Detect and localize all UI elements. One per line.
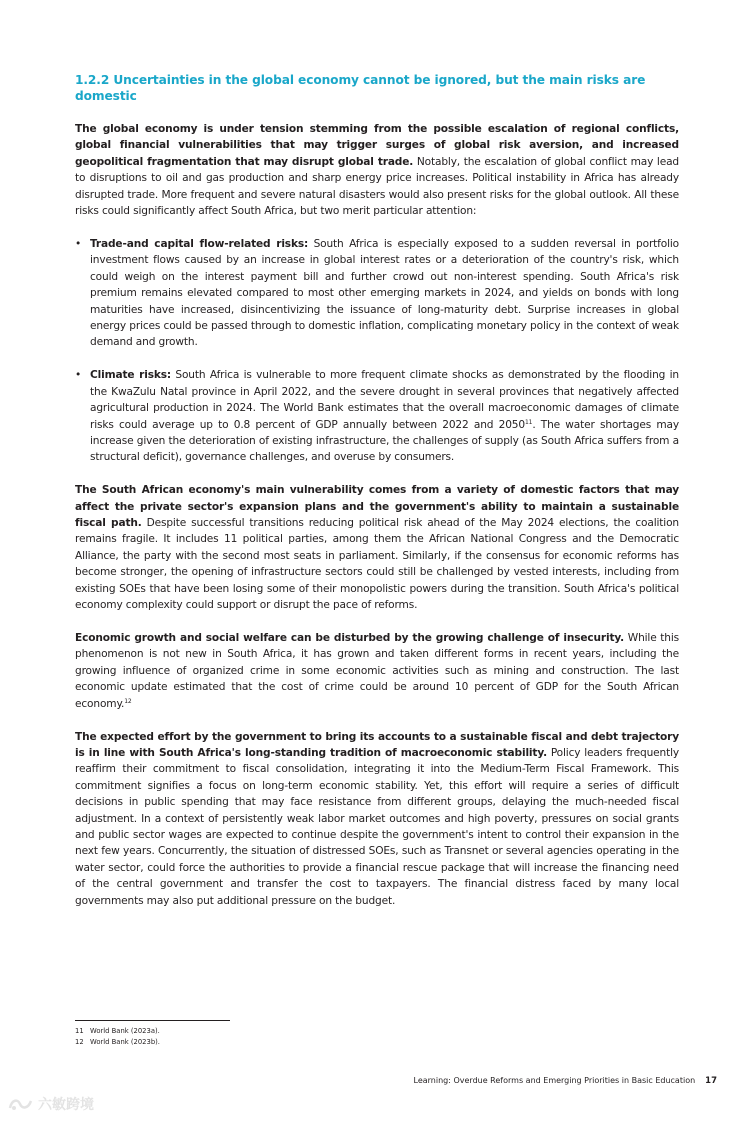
section-heading: 1.2.2 Uncertainties in the global economy cannot be ignored, but the main risks are domestic: [75, 73, 646, 103]
paragraph-domestic-vulnerability: [75, 482, 679, 613]
footnote-ref[interactable]: 12: [124, 697, 132, 705]
paragraph-lead: The expected effort by the government to bring its accounts to a sustainable fiscal and debt trajectory is in line with South Africa's long-standing tradition of macroeconomic stability.: [75, 730, 679, 759]
paragraph-lead: The South African economy's main vulnerability comes from a variety of domestic factors that may affect the private sector's expansion plans and the government's ability to maintain a sustainable fiscal path.: [75, 484, 679, 530]
list-item-lead: Climate risks:: [90, 369, 171, 382]
footnote-ref[interactable]: 11: [524, 418, 533, 426]
paragraph-lead: Economic growth and social welfare can be disturbed by the growing challenge of insecurity.: [75, 631, 625, 644]
page-footer: [414, 1076, 718, 1086]
footnote-item: [75, 1037, 160, 1048]
list-item-body-cont: . The water shortages may increase given the deterioration of existing infrastructure, the challenges of supply (as South Africa suffers from a structural deficit), governance challenges, and overuse by consumers.: [90, 418, 679, 464]
bullet-icon: •: [75, 369, 82, 382]
risk-list: [75, 236, 679, 466]
list-item-climate-risks: [75, 367, 679, 465]
bullet-icon: •: [75, 237, 82, 250]
paragraph-body: While this phenomenon is not new in South Africa, it has grown and taken different forms in recent years, including the growing influence of organized crime in some economic activities such as mining and construction. The last economic update estimated that the cost of crime could be around 10 percent of GDP for the South African economy.: [75, 631, 680, 710]
paragraph-body: Despite successful transitions reducing political risk ahead of the May 2024 elections, the coalition remains fragile. It includes 11 political parties, among them the African National Congress and the Democratic Alliance, the party with the second most seats in parliament. Similarly, if the consensus for economic reforms has become stronger, the opening of infrastructure sectors could still be challenged by vested interests, including from existing SOEs that have been losing some of their monopolistic powers during the transition. South Africa's political economy complexity could support or disrupt the pace of reforms.: [75, 517, 679, 612]
paragraph-body: Notably, the escalation of global conflict may lead to disruptions to oil and gas production and sharp energy price increases. Political instability in Africa has already disrupted trade. More frequent and severe natural disasters would also present risks for the global outlook. All these risks could significantly affect South Africa, but two merit particular attention:: [75, 155, 679, 218]
footnote-number: 12: [75, 1038, 84, 1046]
footnote-number: 11: [75, 1027, 84, 1035]
paragraph-lead: The global economy is under tension stemming from the possible escalation of regional conflicts, global financial vulnerabilities that may trigger surges of global risk aversion, and increased geopolitical fragmentation that may disrupt global trade.: [75, 123, 679, 168]
paragraph-global-economy: [75, 121, 679, 219]
watermark-text: 六敏跨境: [38, 1097, 94, 1113]
footnote-divider: [75, 1020, 230, 1021]
list-item-body: South Africa is especially exposed to a sudden reversal in portfolio investment flows caused by an increase in global interest rates or a deterioration of the country's risk, which could weigh on the interest payment bill and further crowd out non-interest spending. South Africa's risk premium remains elevated compared to most other emerging markets in 2024, and yields on bonds with long maturities have increased, disincentivizing the issuance of long-maturity debt. Surprise increases in global energy prices could be passed through to domestic inflation, complicating monetary policy in the context of weak demand and growth.: [90, 237, 679, 349]
footnote-item: [75, 1026, 160, 1037]
footnote-text: World Bank (2023b).: [90, 1038, 160, 1046]
list-item-lead: Trade-and capital flow-related risks:: [90, 237, 309, 250]
page-content: [75, 72, 679, 925]
watermark: [8, 1094, 94, 1114]
footnotes: [75, 1026, 160, 1048]
page-number: 17: [705, 1076, 717, 1086]
footer-title: Learning: Overdue Reforms and Emerging Priorities in Basic Education: [413, 1076, 696, 1085]
footnote-text: World Bank (2023a).: [90, 1027, 160, 1035]
paragraph-body: Policy leaders frequently reaffirm their commitment to fiscal consolidation, integrating it into the Medium-Term Fiscal Framework. This commitment signifies a focus on long-term economic stability. Yet, this effort will require a series of difficult decisions in public spending that may face resistance from different groups, delaying the much-needed fiscal adjustment. In a context of persistently weak labor market outcomes and high poverty, pressures on social grants and public sector wages are expected to continue despite the government's intent to control their expansion in the next few years. Concurrently, the situation of distressed SOEs, such as Transnet or several agencies operating in the water sector, could force the authorities to provide a financial rescue package that will increase the financing need of the central government and transfer the cost to taxpayers. The financial distress faced by many local governments may also put additional pressure on the budget.: [75, 746, 679, 907]
list-item-trade-risks: [75, 236, 679, 351]
watermark-logo-icon: [8, 1096, 34, 1112]
paragraph-insecurity: [75, 630, 679, 712]
paragraph-fiscal-effort: [75, 729, 679, 909]
list-item-body: South Africa is vulnerable to more frequent climate shocks as demonstrated by the flooding in the KwaZulu Natal province in April 2022, and the severe drought in several provinces that negatively affected agricultural production in 2024. The World Bank estimates that the overall macroeconomic damages of climate risks could average up to 0.8 percent of GDP annually between 2022 and 2050: [90, 369, 679, 431]
